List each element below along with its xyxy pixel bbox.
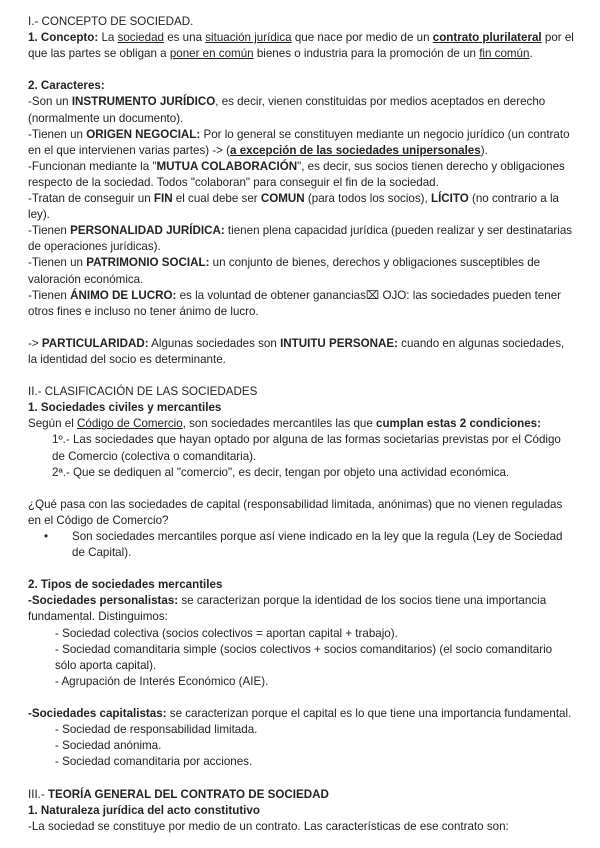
- text-run: 1º.- Las sociedades que hayan optado por alguna de las formas societarias previstas por el Código de Comercio (colectiva o comanditaria).: [52, 433, 561, 463]
- paragraph: [28, 416, 576, 432]
- text-run: Según el: [28, 417, 77, 431]
- text-run: cuando en algunas sociedades, la identidad del socio es determinante.: [28, 336, 565, 366]
- text-run: bienes o industria para la promoción de un: [253, 47, 480, 61]
- text-run: -Tienen un: [28, 256, 87, 270]
- paragraph: [28, 577, 576, 593]
- bold-text: 2. Caracteres:: [28, 79, 105, 93]
- underlined-text: Código de Comercio: [77, 417, 183, 431]
- text-run: La: [98, 31, 118, 45]
- paragraph: [28, 722, 576, 738]
- paragraph: [28, 336, 576, 368]
- text-run: - Sociedad comanditaria simple (socios colectivos + socios comanditarios) (el socio comanditario sólo aporta capital).: [55, 642, 553, 672]
- paragraph: [28, 803, 576, 819]
- paragraph: [28, 400, 576, 416]
- bold-text: PATRIMONIO SOCIAL:: [86, 256, 210, 270]
- text-run: (no contrario a la ley).: [28, 192, 560, 222]
- bold-text: -Sociedades capitalistas:: [28, 707, 167, 721]
- text-run: se caracterizan porque el capital es lo que tiene una importancia fundamental.: [166, 707, 572, 721]
- text-run: ", es decir, sus socios tienen derecho y obligaciones respecto de la sociedad. Todos "colaboran" para conseguir el fin de la sociedad.: [28, 159, 565, 189]
- text-run: -Tienen: [28, 224, 71, 238]
- text-run: -La sociedad se constituye por medio de un contrato. Las características de ese contrato son:: [28, 819, 509, 833]
- bold-text: -Sociedades personalistas:: [28, 594, 179, 608]
- bold-text: 1. Sociedades civiles y mercantiles: [28, 401, 222, 415]
- paragraph: [28, 819, 576, 835]
- underlined-text: fin común: [479, 47, 530, 61]
- text-run: tienen plena capacidad jurídica (pueden realizar y ser destinatarias de operaciones jurídicas).: [28, 224, 573, 254]
- bold-text: TEORÍA GENERAL DEL CONTRATO DE SOCIEDAD: [47, 787, 329, 801]
- paragraph: [28, 738, 576, 754]
- text-run: es una: [163, 31, 206, 45]
- bold-text: 1. Naturaleza jurídica del acto constitutivo: [28, 803, 260, 817]
- paragraph: [28, 465, 576, 481]
- text-run: se caracterizan porque la identidad de los socios tiene una importancia fundamental. Distinguimos:: [28, 594, 547, 624]
- text-run: - Sociedad de responsabilidad limitada.: [55, 723, 258, 737]
- bold-text: FIN: [153, 192, 173, 206]
- blank-line: [28, 320, 576, 336]
- text-run: - Sociedad colectiva (socios colectivos = aportan capital + trabajo).: [55, 626, 398, 640]
- bold-text: COMUN: [260, 192, 305, 206]
- text-run: II.- CLASIFICACIÓN DE LAS SOCIEDADES: [28, 385, 258, 399]
- paragraph: [28, 14, 576, 30]
- bold-text: cumplan estas 2 condiciones:: [376, 417, 541, 431]
- text-run: ->: [28, 336, 42, 350]
- text-run: III.-: [28, 787, 48, 801]
- text-run: , es decir, vienen constituidas por medios aceptados en derecho (normalmente un documento).: [28, 95, 546, 125]
- underlined-text: sociedad: [117, 31, 164, 45]
- paragraph: [28, 642, 576, 674]
- paragraph: [28, 674, 576, 690]
- text-run: - Agrupación de Interés Económico (AIE).: [55, 674, 269, 688]
- text-run: Por lo general se constituyen mediante un negocio jurídico (un contrato en el que intervienen varias partes) -> (: [28, 127, 570, 157]
- paragraph: [28, 754, 576, 770]
- text-run: , son sociedades mercantiles las que: [182, 417, 377, 431]
- paragraph: [28, 255, 576, 287]
- paragraph: [28, 432, 576, 464]
- bold-text: INSTRUMENTO JURÍDICO: [71, 95, 216, 109]
- bold-text: ÁNIMO DE LUCRO:: [70, 288, 177, 302]
- blank-line: [28, 62, 576, 78]
- text-run: -Tienen un: [28, 127, 87, 141]
- paragraph: [28, 191, 576, 223]
- paragraph: [28, 94, 576, 126]
- blank-line: [28, 368, 576, 384]
- paragraph: [28, 497, 576, 529]
- bold-text: ORIGEN NEGOCIAL:: [86, 127, 201, 141]
- underlined-text: poner en común: [169, 47, 254, 61]
- bold-text: LÍCITO: [430, 192, 469, 206]
- text-run: - Sociedad comanditaria por acciones.: [55, 755, 253, 769]
- bold-text: a excepción de las sociedades unipersonales: [230, 143, 481, 157]
- paragraph: [28, 223, 576, 255]
- paragraph: [28, 593, 576, 625]
- bold-text: PARTICULARIDAD:: [41, 336, 149, 350]
- text-run: -Son un: [28, 95, 72, 109]
- paragraph: [28, 787, 576, 803]
- text-run: - Sociedad anónima.: [55, 739, 162, 753]
- paragraph: [28, 288, 576, 320]
- bold-text: 1. Concepto:: [28, 31, 99, 45]
- blank-line: [28, 561, 576, 577]
- paragraph: [28, 706, 576, 722]
- blank-line: [28, 770, 576, 786]
- text-run: por el que las partes se obligan a: [28, 31, 574, 61]
- text-run: que nace por medio de un: [291, 31, 433, 45]
- bold-text: INTUITU PERSONAE:: [280, 336, 398, 350]
- paragraph: [28, 127, 576, 159]
- bold-text: contrato plurilateral: [432, 31, 542, 45]
- paragraph: [28, 626, 576, 642]
- text-run: ).: [480, 143, 488, 157]
- underlined-text: situación jurídica: [205, 31, 292, 45]
- text-run: (para todos los socios),: [304, 192, 431, 206]
- document-body: [28, 14, 576, 835]
- paragraph: [28, 159, 576, 191]
- text-run: -Funcionan mediante la ": [28, 159, 157, 173]
- text-run: el cual debe ser: [172, 192, 261, 206]
- text-run: Son sociedades mercantiles porque así viene indicado en la ley que la regula (Ley de Sociedad de Capital).: [72, 530, 563, 560]
- text-run: -Tratan de conseguir un: [28, 192, 154, 206]
- text-run: .: [529, 47, 533, 61]
- text-run: -Tienen: [28, 288, 71, 302]
- text-run: 2ª.- Que se dediquen al "comercio", es decir, tengan por objeto una actividad económica.: [52, 465, 510, 479]
- blank-line: [28, 690, 576, 706]
- paragraph: [28, 78, 576, 94]
- text-run: ¿Qué pasa con las sociedades de capital (responsabilidad limitada, anónimas) que no vienen reguladas en el Código de Comercio?: [28, 497, 563, 527]
- bold-text: 2. Tipos de sociedades mercantiles: [28, 578, 223, 592]
- text-run: I.- CONCEPTO DE SOCIEDAD.: [28, 15, 194, 28]
- bold-text: MUTUA COLABORACIÓN: [156, 159, 298, 173]
- bold-text: PERSONALIDAD JURÍDICA:: [70, 224, 225, 238]
- text-run: es la voluntad de obtener ganancias⌧ OJO: las sociedades pueden tener otros fines e incluso no tener ánimo de lucro.: [28, 288, 561, 318]
- bullet-icon: •: [44, 530, 49, 543]
- paragraph: [28, 529, 576, 561]
- blank-line: [28, 481, 576, 497]
- paragraph: [28, 30, 576, 62]
- text-run: Algunas sociedades son: [148, 336, 281, 350]
- paragraph: [28, 384, 576, 400]
- text-run: un conjunto de bienes, derechos y obligaciones susceptibles de valoración económica.: [28, 256, 541, 286]
